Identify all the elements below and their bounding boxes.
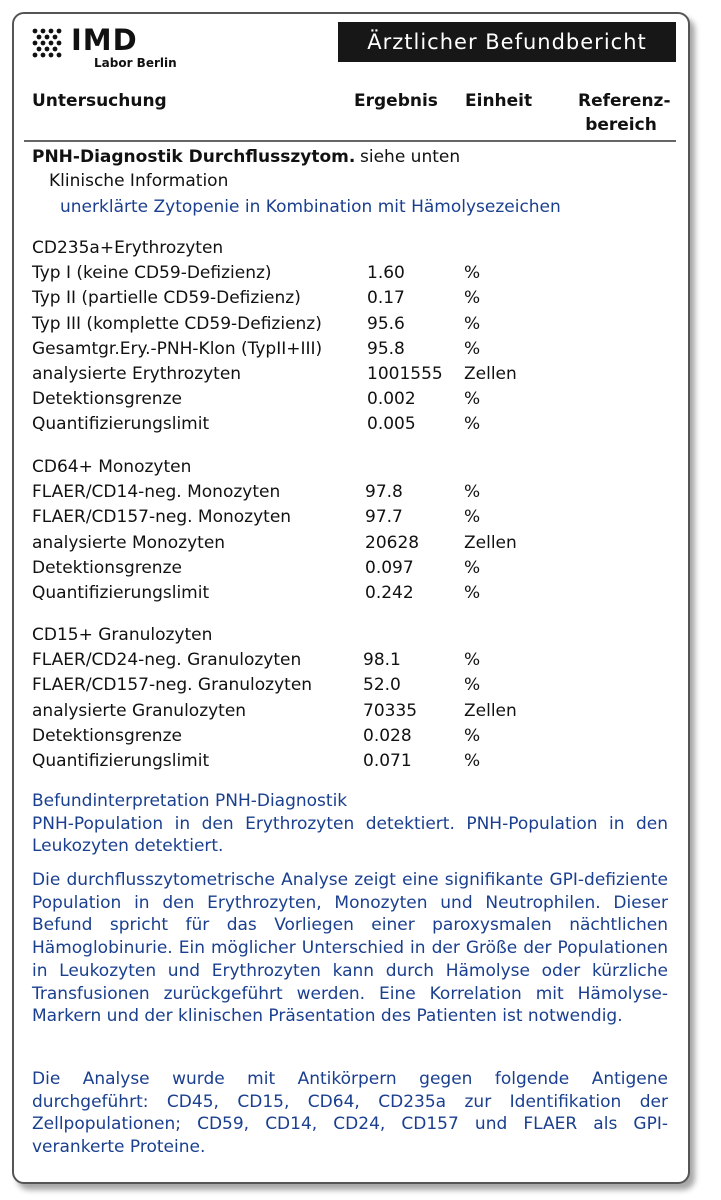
reference-header-line2: bereich [585,115,657,135]
interpretation-paragraph-1: Die durchflusszytometrische Analyse zeigt eine signifikante GPI-defiziente Population in den Erythrozyten, Monozyten und Neutrophilen. Dieser Befund spricht für das Vorliegen einer paroxysmalen nächtlichen Hämoglobinurie. Ein möglicher Unterschied in der Größe der Populationen in Leukozyten und Erythrozyten kann durch Hämolyse oder kürzliche Transfusionen zurückgeführt werden. Eine Korrelation mit Hämolyse-Markern und der klinischen Präsentation des Patienten ist notwendig. [32,870,668,1027]
result-label: Detektionsgrenze [32,558,182,578]
dot-grid-logo-icon [32,28,64,58]
result-value: 0.028 [363,726,412,746]
section-title: CD15+ Granulozyten [32,625,213,645]
logo-name: IMD [71,23,138,57]
result-label: analysierte Granulozyten [32,701,247,721]
result-label: analysierte Monozyten [32,533,226,553]
report-title: Ärztlicher Befundbericht [338,22,676,62]
result-value: 1.60 [367,263,405,283]
result-unit: Zellen [464,364,517,384]
column-header-unit: Einheit [465,91,533,111]
result-label: FLAER/CD24-neg. Granulozyten [32,650,302,670]
result-label: Quantifizierungslimit [32,414,210,434]
reference-header-line1: Referenz- [578,91,671,111]
result-value: 0.002 [367,389,416,409]
result-unit: % [464,414,481,434]
result-label: Typ II (partielle CD59-Defizienz) [32,288,301,308]
clinical-info-label: Klinische Information [49,171,229,191]
result-value: 0.071 [363,751,412,771]
section-title: CD235a+Erythrozyten [32,238,224,258]
result-label: Typ III (komplette CD59-Defizienz) [32,314,322,334]
clinical-info-text: unerklärte Zytopenie in Kombination mit Hämolysezeichen [60,197,561,217]
result-unit: % [464,263,481,283]
result-value: 0.005 [367,414,416,434]
logo-subtitle: Labor Berlin [94,56,177,70]
result-value: 0.17 [367,288,405,308]
column-header-result: Ergebnis [354,91,438,111]
result-value: 0.242 [365,583,414,603]
result-unit: % [464,751,481,771]
column-header-reference [578,89,671,137]
result-value: 70335 [363,701,418,721]
section-title: CD64+ Monozyten [32,457,192,477]
interpretation-paragraph-2: Die Analyse wurde mit Antikörpern gegen folgende Antigene durchgeführt: CD45, CD15, CD64, CD235a zur Identifikation der Zellpopulationen; CD59, CD14, CD24, CD157 und FLAER als GPI-verankerte Proteine. [32,1069,668,1158]
result-value: 95.8 [367,339,405,359]
column-header-test: Untersuchung [32,91,167,111]
interpretation-title: Befundinterpretation PNH-Diagnostik [32,791,348,811]
result-label: Quantifizierungslimit [32,583,210,603]
interpretation-block [32,790,668,858]
result-unit: % [464,482,481,502]
result-value: 95.6 [367,314,405,334]
result-unit: % [464,675,481,695]
result-label: Quantifizierungslimit [32,751,210,771]
header-divider [24,140,676,142]
result-value: 1001555 [367,364,443,384]
result-value: 20628 [365,533,420,553]
result-unit: % [464,288,481,308]
result-unit: % [464,650,481,670]
lab-logo [32,23,232,74]
result-unit: % [464,507,481,527]
result-unit: % [464,726,481,746]
result-label: Detektionsgrenze [32,726,182,746]
result-unit: % [464,339,481,359]
result-unit: % [464,314,481,334]
test-result: siehe unten [360,147,461,167]
result-value: 98.1 [363,650,401,670]
result-unit: % [464,558,481,578]
result-label: FLAER/CD14-neg. Monozyten [32,482,281,502]
test-name: PNH-Diagnostik Durchflusszytom. [32,147,356,167]
result-label: analysierte Erythrozyten [32,364,242,384]
result-unit: Zellen [464,533,517,553]
result-label: FLAER/CD157-neg. Granulozyten [32,675,313,695]
result-unit: % [464,583,481,603]
result-unit: % [464,389,481,409]
result-value: 97.7 [365,507,403,527]
interpretation-summary: PNH-Population in den Erythrozyten detektiert. PNH-Population in den Leukozyten detektiert. [32,813,668,857]
result-value: 0.097 [365,558,414,578]
result-unit: Zellen [464,701,517,721]
result-label: Typ I (keine CD59-Defizienz) [32,263,272,283]
result-label: Detektionsgrenze [32,389,182,409]
result-value: 52.0 [363,675,401,695]
result-value: 97.8 [365,482,403,502]
result-label: FLAER/CD157-neg. Monozyten [32,507,292,527]
result-label: Gesamtgr.Ery.-PNH-Klon (TypII+III) [32,339,323,359]
